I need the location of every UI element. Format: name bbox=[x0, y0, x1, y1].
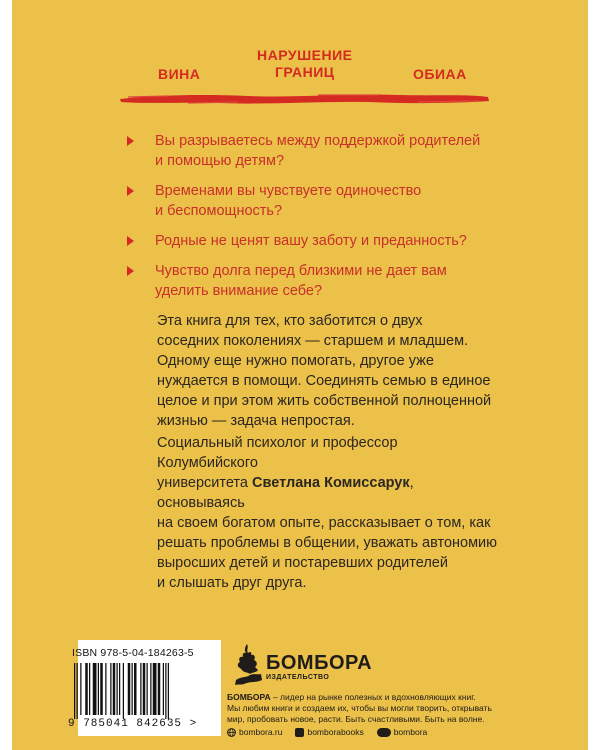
paragraph-line: Одному еще нужно помогать, другое уже bbox=[157, 353, 434, 369]
description-paragraph-1 bbox=[157, 311, 502, 431]
publisher-logo-name: БОМБОРА bbox=[266, 652, 373, 674]
publisher-logo-subtitle: ИЗДАТЕЛЬСТВО bbox=[266, 674, 330, 681]
about-line: мир, пробовать новое, расти. Быть счастливыми. Быть на волне. bbox=[227, 714, 485, 724]
paragraph-line: Социальный психолог и профессор Колумбийского bbox=[157, 435, 398, 471]
paragraph-line: целое и при этом жить собственной полноценной bbox=[157, 393, 492, 409]
barcode-bar bbox=[80, 663, 81, 715]
publisher-socials bbox=[227, 727, 427, 737]
paragraph-line bbox=[157, 473, 502, 513]
question-line: Вы разрываетесь между поддержкой родителей bbox=[155, 133, 481, 149]
author-name: Светлана Комиссарук bbox=[252, 475, 410, 491]
paragraph-line: нуждается в помощи. Соединять семью в единое bbox=[157, 373, 491, 389]
paragraph-line: Эта книга для тех, кто заботится о двух bbox=[157, 313, 423, 329]
bombora-logo-icon bbox=[232, 642, 264, 688]
barcode-bar bbox=[165, 663, 166, 719]
keyword-guilt: ВИНА bbox=[158, 66, 201, 82]
keyword-boundaries-line1: НАРУШЕНИЕ bbox=[257, 47, 353, 63]
paragraph-line: выросших детей и постаревших родителей bbox=[157, 555, 448, 571]
social-site[interactable] bbox=[227, 727, 282, 737]
social-telegram[interactable] bbox=[377, 727, 428, 737]
question-item bbox=[127, 131, 527, 171]
barcode-bar bbox=[158, 663, 161, 715]
barcode-bar bbox=[77, 663, 78, 719]
barcode-bar bbox=[98, 663, 99, 715]
paragraph-line: соседних поколениях — старшем и младшем. bbox=[157, 333, 469, 349]
question-list bbox=[127, 131, 527, 311]
barcode-bar bbox=[140, 663, 141, 715]
globe-icon bbox=[227, 728, 236, 737]
paragraph-line: на своем богатом опыте, рассказывает о том, как bbox=[157, 515, 491, 531]
paragraph-text: университета bbox=[157, 475, 253, 491]
paragraph-line: решать проблемы в общении, уважать автономию bbox=[157, 535, 498, 551]
barcode-bar bbox=[163, 663, 164, 715]
question-line: и помощью детям? bbox=[155, 153, 285, 169]
barcode-image bbox=[74, 663, 202, 719]
question-line: Родные не ценят вашу заботу и преданность? bbox=[155, 233, 467, 249]
question-line: Временами вы чувствуете одиночество bbox=[155, 183, 422, 199]
question-item bbox=[127, 231, 527, 251]
triangle-bullet-icon bbox=[127, 236, 134, 246]
question-line: и беспомощность? bbox=[155, 203, 283, 219]
about-publisher-name: БОМБОРА bbox=[227, 692, 271, 702]
triangle-bullet-icon bbox=[127, 136, 134, 146]
social-label: bombora.ru bbox=[239, 727, 283, 737]
about-line bbox=[227, 692, 527, 703]
paragraph-line: жизнью — задача непростая. bbox=[157, 413, 355, 429]
barcode-bar bbox=[100, 663, 103, 715]
barcode-digits: 9 785041 842635 > bbox=[68, 718, 198, 730]
barcode-bar bbox=[74, 663, 75, 719]
about-line: Мы любим книги и создаем их, чтобы вы могли творить, открывать bbox=[227, 703, 492, 713]
barcode-bar bbox=[168, 663, 169, 719]
barcode-bar bbox=[143, 663, 146, 715]
barcode-bar bbox=[93, 663, 97, 715]
barcode-bar bbox=[85, 663, 88, 715]
paragraph-text: , основываясь bbox=[157, 475, 414, 511]
social-vk[interactable] bbox=[295, 727, 363, 737]
telegram-icon bbox=[377, 728, 391, 737]
barcode-bar bbox=[105, 663, 106, 715]
barcode-bar bbox=[134, 663, 137, 715]
social-label: bombora bbox=[393, 727, 428, 737]
keyword-boundaries-line2: ГРАНИЦ bbox=[274, 64, 335, 80]
publisher-about bbox=[227, 692, 527, 725]
question-item bbox=[127, 181, 527, 221]
social-label: bomborabooks bbox=[307, 727, 364, 737]
barcode-bar bbox=[128, 663, 131, 715]
about-text: – лидер на рынке полезных и вдохновляющих книг. bbox=[270, 692, 476, 702]
triangle-bullet-icon bbox=[127, 186, 134, 196]
barcode-bar bbox=[147, 663, 148, 715]
isbn-label: ISBN 978-5-04-184263-5 bbox=[72, 647, 194, 659]
description-paragraph-2 bbox=[157, 433, 502, 593]
barcode-bar bbox=[110, 663, 111, 715]
barcode-bar bbox=[113, 663, 116, 715]
red-brush-stroke bbox=[118, 90, 490, 108]
triangle-bullet-icon bbox=[127, 266, 134, 276]
barcode-bar bbox=[150, 663, 151, 715]
question-item bbox=[127, 261, 527, 301]
book-back-cover bbox=[12, 0, 588, 750]
question-line: уделить внимание себе? bbox=[155, 283, 323, 299]
barcode-bar bbox=[123, 663, 124, 719]
barcode-bar bbox=[119, 663, 120, 715]
barcode-bar bbox=[117, 663, 118, 715]
keyword-resentment: ОБИАА bbox=[413, 66, 467, 82]
vk-icon bbox=[295, 728, 304, 737]
barcode-bar bbox=[153, 663, 157, 715]
barcode-bar bbox=[89, 663, 90, 715]
paragraph-line: и слышать друг друга. bbox=[157, 575, 307, 591]
barcode-bar bbox=[132, 663, 133, 715]
keyword-boundaries bbox=[257, 47, 353, 81]
question-line: Чувство долга перед близкими не дает вам bbox=[155, 263, 447, 279]
